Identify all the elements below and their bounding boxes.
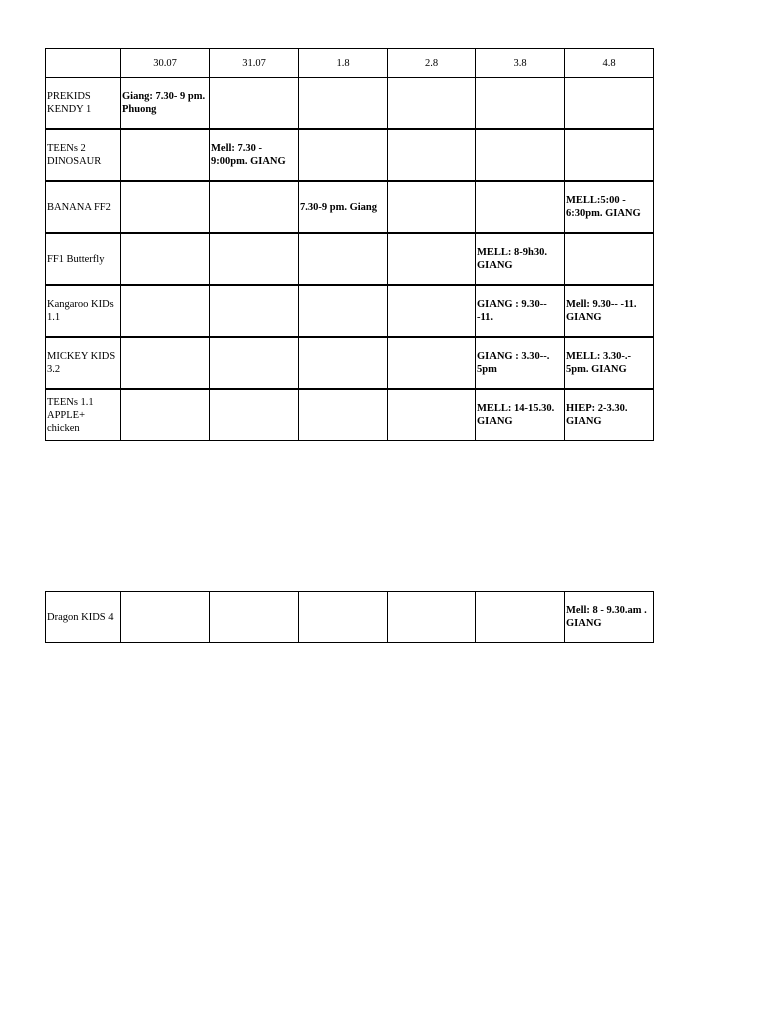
schedule-cell: [476, 78, 565, 130]
schedule-cell: [299, 592, 388, 643]
schedule-cell: [388, 78, 476, 130]
table-row: [46, 592, 654, 643]
schedule-cell: [210, 337, 299, 389]
table-row: [46, 389, 654, 441]
schedule-cell: [565, 233, 654, 285]
class-label: MICKEY KIDS 3.2: [46, 337, 121, 389]
date-header-cell: 30.07: [121, 49, 210, 78]
schedule-cell: [210, 78, 299, 130]
schedule-cell: MELL: 8-9h30. GIANG: [476, 233, 565, 285]
schedule-cell: [210, 233, 299, 285]
schedule-cell: [388, 337, 476, 389]
extra-schedule-table: [45, 591, 654, 643]
schedule-cell: [388, 592, 476, 643]
table-row: [46, 233, 654, 285]
schedule-cell: Mell: 7.30 - 9:00pm. GIANG: [210, 129, 299, 181]
header-row: [46, 49, 654, 78]
schedule-cell: [388, 181, 476, 233]
date-header-cell: 4.8: [565, 49, 654, 78]
class-label: PREKIDS KENDY 1: [46, 78, 121, 130]
schedule-cell: [121, 233, 210, 285]
schedule-cell: [388, 129, 476, 181]
schedule-cell: [121, 285, 210, 337]
schedule-cell: [388, 389, 476, 441]
schedule-cell: MELL: 3.30-.- 5pm. GIANG: [565, 337, 654, 389]
schedule-cell: [210, 285, 299, 337]
schedule-cell: [565, 129, 654, 181]
class-label: Dragon KIDS 4: [46, 592, 121, 643]
schedule-cell: Mell: 9.30-- -11. GIANG: [565, 285, 654, 337]
schedule-cell: [299, 337, 388, 389]
schedule-cell: [210, 181, 299, 233]
table-row: [46, 285, 654, 337]
schedule-cell: [210, 389, 299, 441]
schedule-cell: 7.30-9 pm. Giang: [299, 181, 388, 233]
schedule-cell: GIANG : 9.30-- -11.: [476, 285, 565, 337]
schedule-cell: [388, 233, 476, 285]
schedule-cell: [476, 129, 565, 181]
schedule-cell: [299, 285, 388, 337]
date-header-cell: 1.8: [299, 49, 388, 78]
schedule-cell: [299, 78, 388, 130]
table-row: [46, 78, 654, 130]
class-label: TEENs 1.1 APPLE+ chicken: [46, 389, 121, 441]
table-row: [46, 181, 654, 233]
schedule-cell: Mell: 8 - 9.30.am . GIANG: [565, 592, 654, 643]
table-row: [46, 337, 654, 389]
schedule-cell: Giang: 7.30- 9 pm. Phuong: [121, 78, 210, 130]
schedule-cell: [565, 78, 654, 130]
date-header-cell: 31.07: [210, 49, 299, 78]
schedule-cell: [121, 592, 210, 643]
date-header-cell: 2.8: [388, 49, 476, 78]
schedule-cell: [299, 233, 388, 285]
class-label: TEENs 2 DINOSAUR: [46, 129, 121, 181]
schedule-cell: [121, 389, 210, 441]
schedule-cell: [476, 592, 565, 643]
class-label: BANANA FF2: [46, 181, 121, 233]
schedule-cell: [121, 129, 210, 181]
schedule-cell: MELL:5:00 - 6:30pm. GIANG: [565, 181, 654, 233]
schedule-cell: [121, 181, 210, 233]
schedule-cell: [299, 129, 388, 181]
schedule-cell: [121, 337, 210, 389]
schedule-cell: [210, 592, 299, 643]
schedule-cell: [476, 181, 565, 233]
date-header-cell: 3.8: [476, 49, 565, 78]
class-label: FF1 Butterfly: [46, 233, 121, 285]
schedule-cell: [388, 285, 476, 337]
schedule-cell: GIANG : 3.30--. 5pm: [476, 337, 565, 389]
schedule-cell: [299, 389, 388, 441]
table-row: [46, 129, 654, 181]
schedule-cell: HIEP: 2-3.30. GIANG: [565, 389, 654, 441]
class-label: Kangaroo KIDs 1.1: [46, 285, 121, 337]
schedule-table: [45, 48, 654, 441]
schedule-cell: MELL: 14-15.30. GIANG: [476, 389, 565, 441]
corner-cell: [46, 49, 121, 78]
